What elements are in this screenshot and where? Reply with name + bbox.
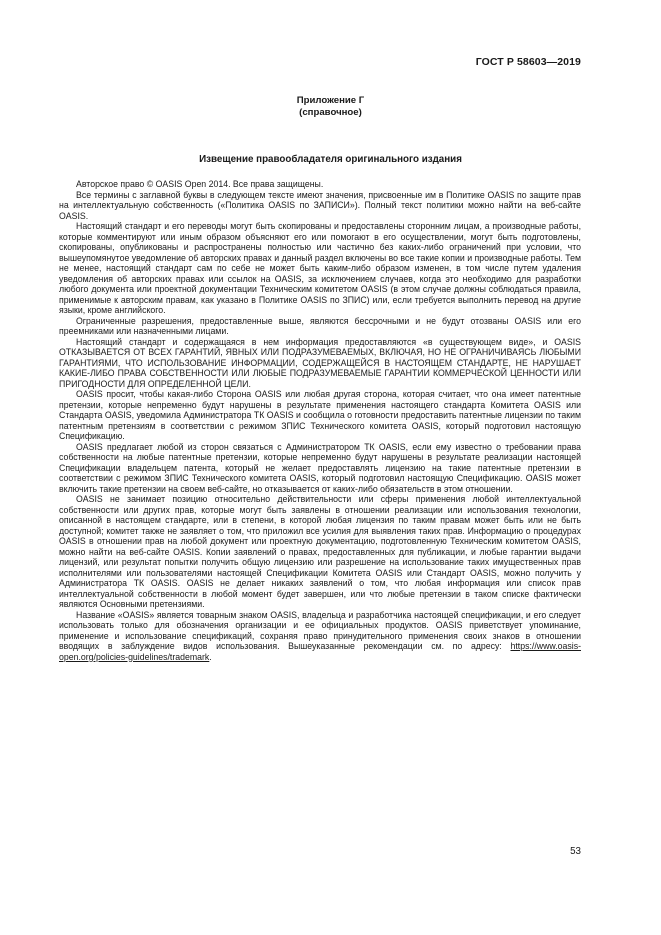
appendix-heading <box>0 95 661 119</box>
paragraph-trademark <box>59 610 581 663</box>
trademark-text: Название «OASIS» является товарным знаком OASIS, владельца и разработчика настоящей спецификации, и его следует использовать только для обозначения организации и ее официальных продуктов. OASIS приветствует упоминание, применение и использование спецификаций, сохраняя право принудительного применения своих знаков в отношении вводящих в заблуждение видов использования. Вышеуказанные рекомендации см. по адресу: <box>59 609 581 651</box>
paragraph-ipr-position: OASIS не занимает позицию относительно действительности или сферы применения любой интеллектуальной собственности или других прав, которые могут быть заявлены в отношении реализации или использования технологии, описанной в настоящем стандарте, или в степени, в которой любая лицензия по таким правам может быть или не быть доступной; комитет также не заявляет о том, что приложил все усилия для выявления таких прав. Информацию о процедурах OASIS в отношении прав на любой документ или проектную документацию, подготовленную Техническим комитетом OASIS, можно найти на веб-сайте OASIS. Копии заявлений о правах, предоставленных для публикации, и любые гарантии выдачи лицензий, или результат попытки получить общую лицензию или разрешение на использование таких имущественных прав исполнителями или пользователями настоящей Спецификации Комитета OASIS или Стандарт OASIS, можно получить у Администратора ТК OASIS. OASIS не делает никаких заявлений о том, что любая информация или список прав интеллектуальной собственности в любой момент будет завершен, или что любые претензии в таком списке фактически являются Основными претензиями. <box>59 494 581 609</box>
paragraph-patent-contact: OASIS предлагает любой из сторон связаться с Администратором ТК OASIS, если ему известно о требовании права собственности на любые патентные претензии, которые непременно будут нарушены в результате реализации настоящей Спецификации владельцем патента, который не желает предоставлять лицензию на такие патентные претензии в соответствии с режимом ЗПИС Технического комитета OASIS, который подготовил настоящую Спецификацию. OASIS может включить такие претензии на своем веб-сайте, но отказывается от каких-либо обязательств в этом отношении. <box>59 441 581 494</box>
appendix-title: Приложение Г <box>296 95 365 106</box>
appendix-subtitle: (справочное) <box>299 107 362 118</box>
paragraph-permissions: Ограниченные разрешения, предоставленные выше, являются бессрочными и не будут отозваны OASIS или его преемниками или назначенными лицами. <box>59 315 581 336</box>
standard-designation: ГОСТ Р 58603—2019 <box>475 56 581 68</box>
paragraph-copying: Настоящий стандарт и его переводы могут быть скопированы и предоставлены сторонним лицам, а производные работы, которые комментируют или иным образом объясняют его или помогают в его осуществлении, могут быть подготовлены, скопированы, опубликованы и распространены полностью или частично без каких-либо ограничений при условии, что вышеупомянутое уведомление об авторских правах и данный раздел включены во все такие копии и производные работы. Тем не менее, настоящий стандарт сам по себе не может быть каким-либо образом изменен, в том числе путем удаления уведомления об авторских правах или ссылок на OASIS, за исключением случаев, когда это необходимо для разработки любого документа или проектной документации Техническим комитетом OASIS (в этом случае должны соблюдаться правила, применимые к авторским правам, как указано в Политике OASIS по ЗПИС) или, если требуется выполнить перевод на другие языки, кроме английского. <box>59 221 581 315</box>
document-body <box>59 179 581 662</box>
paragraph-patent-request: OASIS просит, чтобы какая-либо Сторона OASIS или любая другая сторона, которая считает, что она имеет патентные претензии, которые непременно будут нарушены в результате применения настоящего стандарта Комитета OASIS или Стандарта OASIS, уведомила Администратора ТК OASIS и сообщила о готовности предоставить патентные лицензии по таким патентным претензиям в соответствии с режимом ЗПИС Технического комитета OASIS, который подготовил настоящую Спецификацию. <box>59 389 581 441</box>
page-number: 53 <box>570 846 581 857</box>
trademark-link-suffix: . <box>209 651 212 662</box>
paragraph-terms: Все термины с заглавной буквы в следующем тексте имеют значения, присвоенные им в Политике OASIS по защите прав на интеллектуальную собственность («Политика OASIS по ЗАПИСИ»). Полный текст политики можно найти на веб-сайте OASIS. <box>59 189 581 221</box>
paragraph-disclaimer: Настоящий стандарт и содержащаяся в нем информация предоставляются «в существующем виде», и OASIS ОТКАЗЫВАЕТСЯ ОТ ВСЕХ ГАРАНТИЙ, ЯВНЫХ ИЛИ ПОДРАЗУМЕВАЕМЫХ, ВКЛЮЧАЯ, НО НЕ ОГРАНИЧИВАЯСЬ ЛЮБЫМИ ГАРАНТИЯМИ, ЧТО ИСПОЛЬЗОВАНИЕ ИНФОРМАЦИИ, СОДЕРЖАЩЕЙСЯ В НАСТОЯЩЕМ СТАНДАРТЕ, НЕ НАРУШАЕТ КАКИЕ-ЛИБО ПРАВА СОБСТВЕННОСТИ ИЛИ ЛЮБЫЕ ПОДРАЗУМЕВАЕМЫЕ ГАРАНТИИ КОММЕРЧЕСКОЙ ЦЕННОСТИ ИЛИ ПРИГОДНОСТИ ДЛЯ ОПРЕДЕЛЕННОЙ ЦЕЛИ. <box>59 336 581 389</box>
paragraph-copyright: Авторское право © OASIS Open 2014. Все права защищены. <box>76 179 324 189</box>
section-title: Извещение правообладателя оригинального издания <box>199 154 462 165</box>
trademark-link[interactable]: https://www.oasis-open.org/policies-guidelines/trademark <box>59 641 581 662</box>
